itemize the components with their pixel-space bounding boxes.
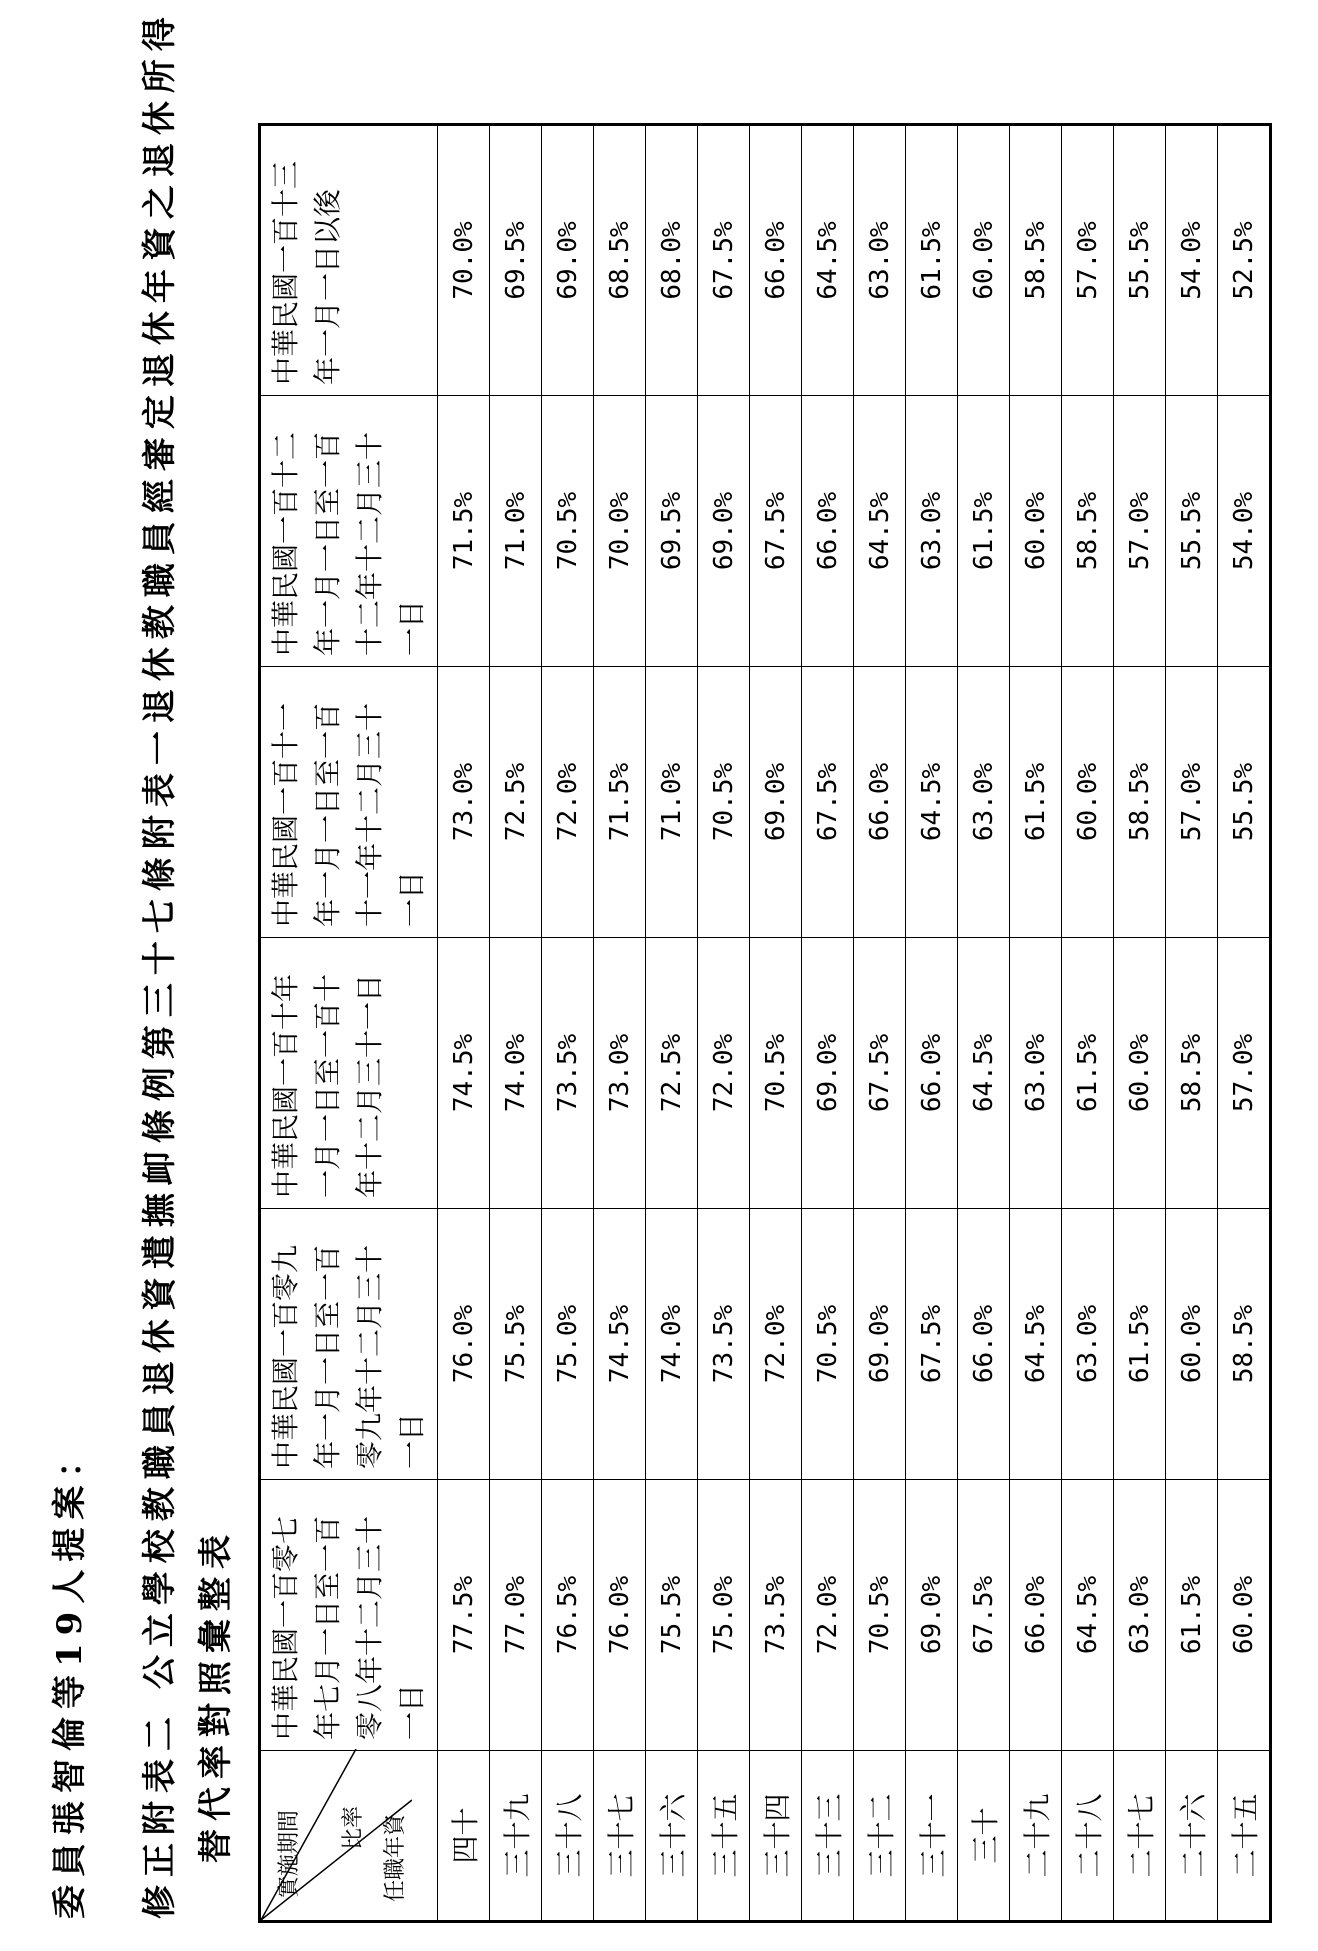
rate-cell: 63.0% (906, 396, 958, 667)
rate-cell: 67.5% (802, 667, 854, 938)
replacement-rate-table (258, 123, 1272, 1923)
rate-cell: 57.0% (1166, 667, 1218, 938)
rate-cell: 57.0% (1062, 125, 1114, 396)
service-years-cell: 三十一 (906, 1751, 958, 1922)
service-years-cell: 二十七 (1114, 1751, 1166, 1922)
table-row (490, 125, 542, 1922)
rate-cell: 66.0% (802, 396, 854, 667)
rate-cell: 64.5% (1010, 1209, 1062, 1480)
rate-cell: 64.5% (906, 667, 958, 938)
rate-cell: 66.0% (750, 125, 802, 396)
table-row (1010, 125, 1062, 1922)
rate-cell: 61.5% (1114, 1209, 1166, 1480)
table-row (750, 125, 802, 1922)
rate-cell: 73.0% (438, 667, 490, 938)
service-years-cell: 三十三 (802, 1751, 854, 1922)
rate-cell: 73.5% (698, 1209, 750, 1480)
column-header: 中華民國一百十一年一月一日至一百十一年十二月三十一日 (260, 667, 438, 938)
rate-cell: 74.0% (490, 938, 542, 1209)
service-years-cell: 三十二 (854, 1751, 906, 1922)
rate-cell: 71.5% (594, 667, 646, 938)
rate-cell: 69.5% (490, 125, 542, 396)
table-row (802, 125, 854, 1922)
table-row (1114, 125, 1166, 1922)
table-row (594, 125, 646, 1922)
rate-cell: 60.0% (1114, 938, 1166, 1209)
rate-cell: 64.5% (802, 125, 854, 396)
rate-cell: 67.5% (958, 1480, 1010, 1751)
rate-cell: 54.0% (1166, 125, 1218, 396)
rate-cell: 67.5% (854, 938, 906, 1209)
rate-cell: 67.5% (750, 396, 802, 667)
rate-cell: 71.0% (646, 667, 698, 938)
column-header: 中華民國一百零九年一月一日至一百零九年十二月三十一日 (260, 1209, 438, 1480)
service-years-cell: 二十九 (1010, 1751, 1062, 1922)
corner-header-cell (260, 1751, 438, 1922)
rate-cell: 67.5% (906, 1209, 958, 1480)
corner-label-period: 實施期間 (277, 1809, 302, 1898)
rate-cell: 70.5% (698, 667, 750, 938)
rate-cell: 69.0% (854, 1209, 906, 1480)
rate-cell: 61.5% (1062, 938, 1114, 1209)
service-years-cell: 三十八 (542, 1751, 594, 1922)
rate-cell: 64.5% (854, 396, 906, 667)
rate-cell: 66.0% (906, 938, 958, 1209)
document-title: 修正附表二 公立學校教職員退休資遣撫卹條例第三十七條附表一退休教職員經審定退休年資之退休所得 (140, 9, 180, 1919)
rate-cell: 72.0% (698, 938, 750, 1209)
rate-cell: 60.0% (1166, 1209, 1218, 1480)
rate-cell: 69.0% (542, 125, 594, 396)
service-years-cell: 四十 (438, 1751, 490, 1922)
table-row (542, 125, 594, 1922)
rate-cell: 75.5% (490, 1209, 542, 1480)
table-row (958, 125, 1010, 1922)
rate-cell: 58.5% (1166, 938, 1218, 1209)
rate-cell: 54.0% (1218, 396, 1271, 667)
rate-cell: 58.5% (1010, 125, 1062, 396)
rate-cell: 69.0% (802, 938, 854, 1209)
column-header: 中華民國一百十二年一月一日至一百十二年十二月三十一日 (260, 396, 438, 667)
service-years-cell: 三十五 (698, 1751, 750, 1922)
rate-cell: 72.0% (750, 1209, 802, 1480)
rate-cell: 68.5% (594, 125, 646, 396)
rate-cell: 69.0% (750, 667, 802, 938)
rate-cell: 61.5% (1166, 1480, 1218, 1751)
table-row (1062, 125, 1114, 1922)
table-row (1166, 125, 1218, 1922)
rate-cell: 72.0% (542, 667, 594, 938)
rate-cell: 70.5% (854, 1480, 906, 1751)
rate-cell: 64.5% (958, 938, 1010, 1209)
rate-cell: 61.5% (958, 396, 1010, 667)
column-header: 中華民國一百十年一月一日至一百十年十二月三十一日 (260, 938, 438, 1209)
rate-cell: 72.0% (802, 1480, 854, 1751)
proposal-heading: 委員張智倫等19人提案： (50, 1435, 90, 1919)
rate-cell: 57.0% (1218, 938, 1271, 1209)
column-header: 中華民國一百十三年一月一日以後 (260, 125, 438, 396)
rate-cell: 61.5% (1010, 667, 1062, 938)
rate-cell: 60.0% (1218, 1480, 1271, 1751)
rate-cell: 55.5% (1166, 396, 1218, 667)
table-row (1218, 125, 1271, 1922)
table-row (906, 125, 958, 1922)
header-row (260, 125, 438, 1922)
rate-cell: 60.0% (1010, 396, 1062, 667)
rate-cell: 76.0% (438, 1209, 490, 1480)
corner-label-years: 任職年資 (383, 1813, 408, 1902)
rate-cell: 70.0% (438, 125, 490, 396)
rate-cell: 61.5% (906, 125, 958, 396)
rate-cell: 63.0% (958, 667, 1010, 938)
rate-cell: 60.0% (958, 125, 1010, 396)
table-row (646, 125, 698, 1922)
rate-cell: 76.0% (594, 1480, 646, 1751)
rate-cell: 73.5% (542, 938, 594, 1209)
service-years-cell: 二十五 (1218, 1751, 1271, 1922)
rate-cell: 55.5% (1114, 125, 1166, 396)
service-years-cell: 三十六 (646, 1751, 698, 1922)
rate-cell: 74.5% (594, 1209, 646, 1480)
rate-cell: 76.5% (542, 1480, 594, 1751)
rate-cell: 69.0% (698, 396, 750, 667)
rate-cell: 63.0% (1114, 1480, 1166, 1751)
service-years-cell: 三十九 (490, 1751, 542, 1922)
rate-cell: 71.0% (490, 396, 542, 667)
rate-cell: 63.0% (854, 125, 906, 396)
rate-cell: 57.0% (1114, 396, 1166, 667)
rate-cell: 58.5% (1218, 1209, 1271, 1480)
rate-cell: 67.5% (698, 125, 750, 396)
service-years-cell: 二十六 (1166, 1751, 1218, 1922)
rate-cell: 77.0% (490, 1480, 542, 1751)
service-years-cell: 三十四 (750, 1751, 802, 1922)
rate-cell: 60.0% (1062, 667, 1114, 938)
table-row (438, 125, 490, 1922)
rate-cell: 64.5% (1062, 1480, 1114, 1751)
rate-cell: 66.0% (1010, 1480, 1062, 1751)
rate-cell: 63.0% (1010, 938, 1062, 1209)
table-row (698, 125, 750, 1922)
rate-cell: 75.0% (542, 1209, 594, 1480)
rate-cell: 77.5% (438, 1480, 490, 1751)
corner-label-rate: 比率 (341, 1805, 366, 1850)
rate-cell: 63.0% (1062, 1209, 1114, 1480)
rate-cell: 70.5% (750, 938, 802, 1209)
column-header: 中華民國一百零七年七月一日至一百零八年十二月三十一日 (260, 1480, 438, 1751)
rate-cell: 75.0% (698, 1480, 750, 1751)
rate-cell: 70.0% (594, 396, 646, 667)
service-years-cell: 二十八 (1062, 1751, 1114, 1922)
rate-cell: 68.0% (646, 125, 698, 396)
table-row (854, 125, 906, 1922)
rate-cell: 55.5% (1218, 667, 1271, 938)
rate-cell: 70.5% (802, 1209, 854, 1480)
rate-cell: 73.5% (750, 1480, 802, 1751)
rate-cell: 72.5% (490, 667, 542, 938)
rate-cell: 75.5% (646, 1480, 698, 1751)
rate-cell: 74.5% (438, 938, 490, 1209)
rate-cell: 69.5% (646, 396, 698, 667)
rate-cell: 73.0% (594, 938, 646, 1209)
service-years-cell: 三十七 (594, 1751, 646, 1922)
rate-cell: 70.5% (542, 396, 594, 667)
rate-cell: 52.5% (1218, 125, 1271, 396)
rate-cell: 58.5% (1114, 667, 1166, 938)
rate-cell: 69.0% (906, 1480, 958, 1751)
rate-cell: 72.5% (646, 938, 698, 1209)
document-subtitle: 替代率對照彙整表 (196, 1527, 236, 1863)
rate-cell: 58.5% (1062, 396, 1114, 667)
rate-cell: 71.5% (438, 396, 490, 667)
rate-cell: 66.0% (854, 667, 906, 938)
rate-cell: 66.0% (958, 1209, 1010, 1480)
rate-cell: 74.0% (646, 1209, 698, 1480)
service-years-cell: 三十 (958, 1751, 1010, 1922)
